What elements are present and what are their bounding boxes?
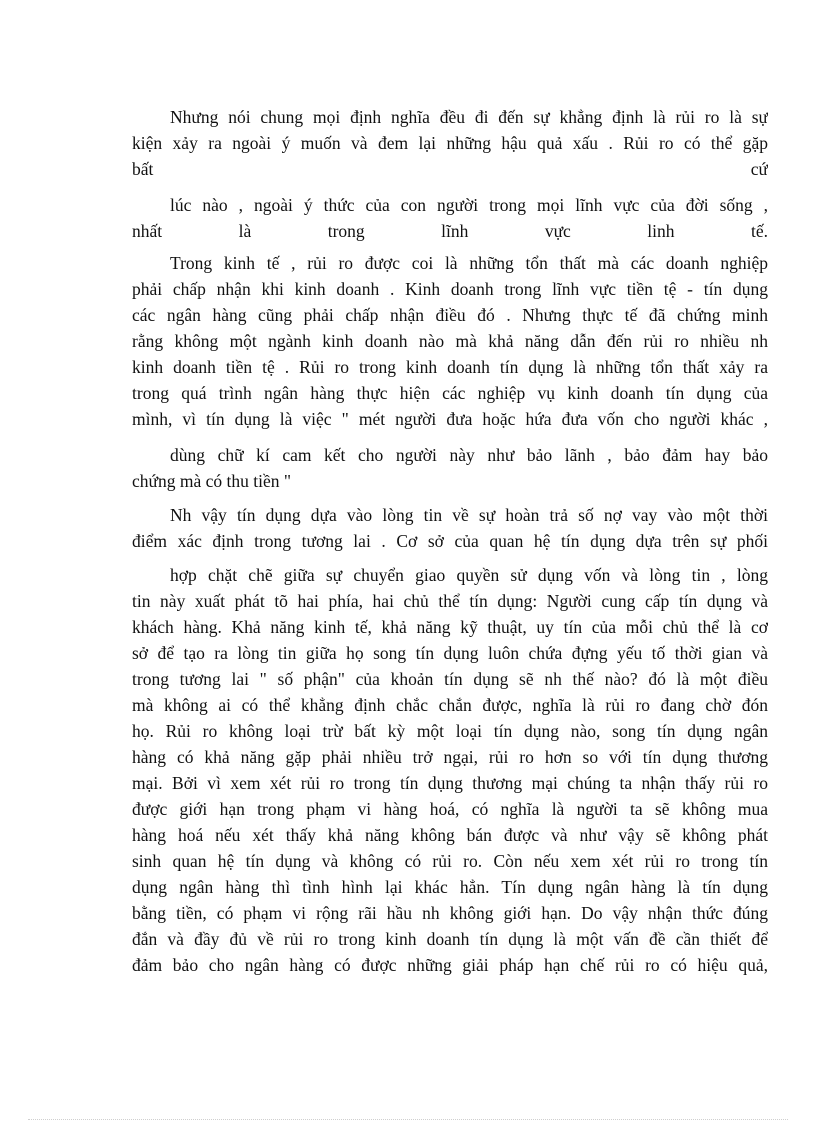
text-line: rằng không một ngành kinh doanh nào mà khả năng dẫn đến rủi ro nhiều nh xyxy=(132,331,768,351)
text-line: sở để tạo ra lòng tin giữa họ song tín dụng luôn chứa đựng yếu tố thời gian và xyxy=(132,643,768,663)
text-line: kinh doanh tiền tệ . Rủi ro trong kinh doanh tín dụng là những tổn thất xảy ra xyxy=(132,357,768,377)
text-line: điểm xác định trong tương lai . Cơ sở của quan hệ tín dụng dựa trên sự phối xyxy=(132,531,768,551)
text-line: được giới hạn trong phạm vi hàng hoá, có nghĩa là người ta sẽ không mua xyxy=(132,799,768,819)
text-line: mà không ai có thể khẳng định chắc chắn được, nghĩa là rủi ro đang chờ đón xyxy=(132,695,768,715)
text-line: đắn và đầy đủ về rủi ro trong kinh doanh tín dụng là một vấn đề cần thiết để xyxy=(132,929,768,949)
text-line: đảm bảo cho ngân hàng có được những giải pháp hạn chế rủi ro có hiệu quả, xyxy=(132,955,768,975)
text-line: bằng tiền, có phạm vi rộng rãi hầu nh không giới hạn. Do vậy nhận thức đúng xyxy=(132,903,768,923)
text-line: nhất là trong lĩnh vực linh tế. xyxy=(132,221,768,241)
text-line: dụng ngân hàng thì tình hình lại khác hẳn. Tín dụng ngân hàng là tín dụng xyxy=(132,877,768,897)
text-line: hàng hoá nếu xét thấy khả năng không bán được và như vậy sẽ không phát xyxy=(132,825,768,845)
text-line: lúc nào , ngoài ý thức của con người trong mọi lĩnh vực của đời sống , xyxy=(170,195,768,215)
text-line: trong tương lai " số phận" của khoản tín dụng sẽ nh thế nào? đó là một điều xyxy=(132,669,768,689)
text-line: hợp chặt chẽ giữa sự chuyển giao quyền sử dụng vốn và lòng tin , lòng xyxy=(170,565,768,585)
text-line: chứng mà có thu tiền " xyxy=(132,471,292,491)
text-line: dùng chữ kí cam kết cho người này như bảo lãnh , bảo đảm hay bảo xyxy=(170,445,768,465)
text-line: họ. Rủi ro không loại trừ bất kỳ một loại tín dụng nào, song tín dụng ngân xyxy=(132,721,768,741)
text-line: Nh vậy tín dụng dựa vào lòng tin về sự hoàn trả số nợ vay vào một thời xyxy=(170,505,768,525)
text-line: phải chấp nhận khi kinh doanh . Kinh doanh trong lĩnh vực tiền tệ - tín dụng xyxy=(132,279,768,299)
text-line: Nhưng nói chung mọi định nghĩa đều đi đến sự khẳng định là rủi ro là sự xyxy=(170,107,768,127)
text-line: trong quá trình ngân hàng thực hiện các nghiệp vụ kinh doanh tín dụng của xyxy=(132,383,768,403)
text-line: các ngân hàng cũng phải chấp nhận điều đó . Nhưng thực tế đã chứng minh xyxy=(132,305,768,325)
text-line: sinh quan hệ tín dụng và không có rủi ro. Còn nếu xem xét rủi ro trong tín xyxy=(132,851,768,871)
text-line: hàng có khả năng gặp phải nhiều trở ngại, rủi ro hơn so với tín dụng thương xyxy=(132,747,768,767)
text-line: mại. Bởi vì xem xét rủi ro trong tín dụng thương mại chúng ta nhận thấy rủi ro xyxy=(132,773,768,793)
text-line: kiện xảy ra ngoài ý muốn và đem lại những hậu quả xấu . Rủi ro có thể gặp xyxy=(132,133,768,153)
text-line: bất cứ xyxy=(132,159,768,179)
text-line: tin này xuất phát tõ hai phía, hai chủ thể tín dụng: Người cung cấp tín dụng và xyxy=(132,591,768,611)
text-line: mình, vì tín dụng là việc " mét người đưa hoặc hứa đưa vốn cho người khác , xyxy=(132,409,768,429)
page-bottom-divider xyxy=(28,1119,788,1120)
text-line: Trong kinh tế , rủi ro được coi là những tổn thất mà các doanh nghiệp xyxy=(170,253,768,273)
text-line: khách hàng. Khả năng kinh tế, khả năng kỹ thuật, uy tín của mỗi chủ thể là cơ xyxy=(132,617,768,637)
